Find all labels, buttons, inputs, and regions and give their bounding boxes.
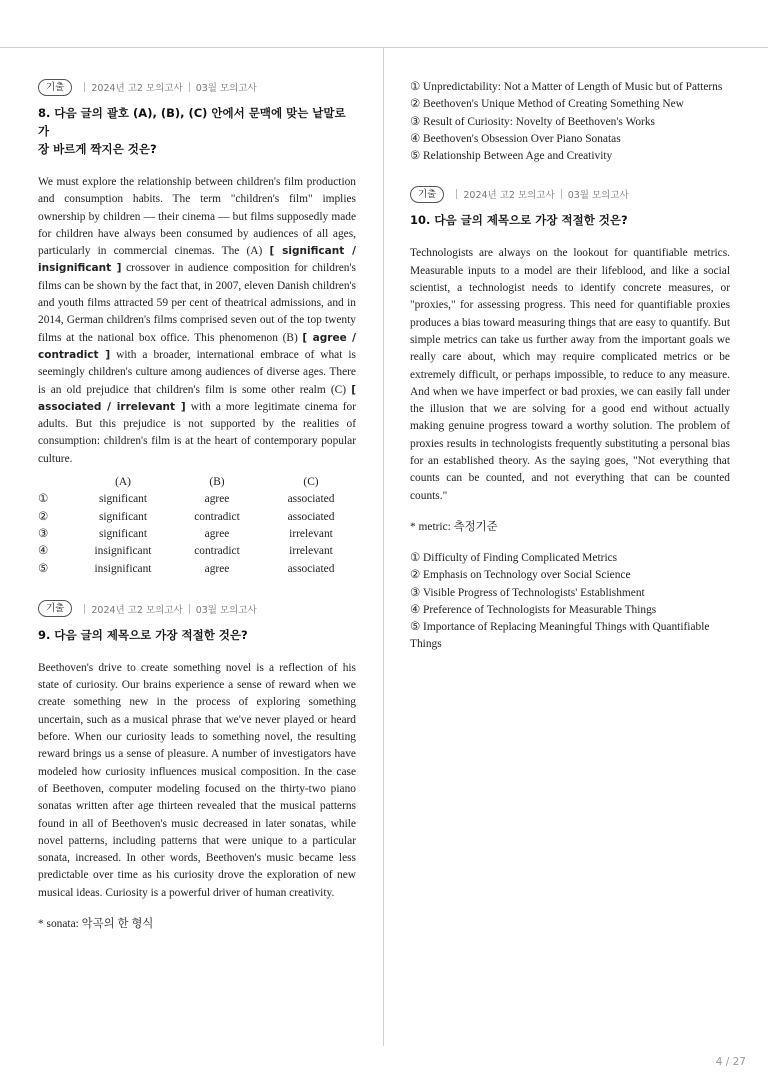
q10-choice-5[interactable]: ⑤ Importance of Replacing Meaningful Things with Quantifiable Things: [410, 621, 710, 651]
q10-choice-3[interactable]: ③ Visible Progress of Technologists' Establishment: [410, 586, 645, 599]
page-number: 4 / 27: [715, 1056, 746, 1068]
q10-passage: Technologists are always on the lookout for quantifiable metrics. Measurable inputs to a model are their lifeblood, and like a social scientist, a technologist needs to identify concrete measures, or "proxies," for assessing progress. This need for quantifiable proxies produces a bias toward measuring things that are easy to quantify. But simple metrics can take us further away from the important goals we really care about, which may require complicated metrics or be extremely difficult, or perhaps impossible, to reduce to any measure. And when we have imperfect or bad proxies, we can easily fall under the illusion that we are solving for a good end without actually making genuine progress toward a worthy solution. The problem of proxies results in technologists frequently substituting a personal bias for an established theory. As the saying goes, "Not everything that counts can be counted, and not everything that can be counted counts.": [410, 247, 730, 502]
q10-choice-4[interactable]: ④ Preference of Technologists for Measurable Things: [410, 603, 657, 616]
option-number: ⑤: [38, 562, 49, 575]
q9-past-exam-badge: 기출: [38, 600, 72, 617]
left-column: [38, 78, 356, 933]
option-number: ②: [38, 510, 49, 523]
separator: [189, 604, 190, 614]
option-number: ④: [38, 545, 49, 558]
option-c: irrelevant: [289, 527, 333, 540]
q9-choice-2[interactable]: ② Beethoven's Unique Method of Creating Something New: [410, 98, 684, 111]
separator: [456, 189, 457, 199]
header-rule: [0, 47, 768, 48]
q10-footnote: * metric: 측정기준: [410, 520, 498, 533]
q8-answer-table: [38, 474, 356, 578]
separator: [84, 82, 85, 92]
q8-blank-b: [ agree / contradict ]: [38, 331, 356, 361]
option-number: ③: [38, 527, 49, 540]
answer-col-b: (B): [209, 476, 225, 489]
q10-choice-1[interactable]: ① Difficulty of Finding Complicated Metrics: [410, 551, 618, 564]
q8-blank-a: [ significant / insignificant ]: [38, 245, 356, 275]
separator: [561, 189, 562, 199]
q10-choices: [410, 550, 730, 654]
q9-choices: [410, 79, 730, 165]
q8-title: [38, 104, 356, 158]
q8-blank-c: [ associated / irrelevant ]: [38, 383, 356, 413]
option-a: insignificant: [94, 562, 152, 575]
option-a: significant: [98, 510, 148, 523]
q9-choice-5[interactable]: ⑤ Relationship Between Age and Creativity: [410, 150, 613, 163]
q9-choice-3[interactable]: ③ Result of Curiosity: Novelty of Beethoven's Works: [410, 115, 655, 128]
answer-table-header: [38, 474, 356, 491]
option-b: contradict: [194, 510, 240, 523]
option-c: irrelevant: [289, 545, 333, 558]
option-a: insignificant: [94, 545, 152, 558]
q10-source-month: 03월 모의고사: [567, 190, 629, 202]
q10-past-exam-badge: 기출: [410, 186, 444, 203]
answer-col-c: (C): [303, 476, 319, 489]
q9-title: 9. 다음 글의 제목으로 가장 적절한 것은?: [38, 627, 248, 642]
option-b: agree: [204, 562, 230, 575]
option-b: agree: [204, 527, 230, 540]
option-c: associated: [287, 493, 335, 506]
q8-passage-part3: with a broader, international embrace of what is seemingly children's culture among audiences of diverse ages. There is an old prejudice that children's film is some other realm (C): [38, 348, 356, 396]
answer-option-row[interactable]: [38, 491, 356, 508]
answer-option-row[interactable]: [38, 509, 356, 526]
q8-passage: [38, 174, 356, 468]
q8-passage-part2: crossover in audience composition for children's films can be shown by the fact that, in 2007, eleven Danish children's and youth films attracted 59 per cent of theatrical admissions, and in 2014, German children's films comprised seven out of the top twenty films at the national box office. This phenomenon (B): [38, 262, 356, 344]
q9-passage: Beethoven's drive to create something novel is a reflection of his state of curiosity. Our brains experience a sense of reward when we create something new in the process of exploring something uncertain, such as a musical phrase that we've never played or heard before. When our curiosity leads to something novel, the resulting reward brings us a sense of pleasure. A number of investigators have modeled how curiosity influences musical composition. In the case of Beethoven, computer modeling focused on the thirty-two piano sonatas written after age thirteen revealed that the musical patterns found in all of Beethoven's music decreased in later sonatas, while novel patterns, including patterns that were unique to a particular sonata, increased. In other words, Beethoven's music became less predictable over time as his curiosity drove the exploration of new musical ideas. Curiosity is a powerful driver of human creativity.: [38, 661, 356, 899]
column-divider: [383, 48, 384, 1046]
q8-source-year: 2024년 고2 모의고사: [91, 83, 183, 94]
q8-source-line: [38, 78, 356, 96]
q10-source-line: [410, 185, 730, 203]
q8-source-month: 03월 모의고사: [195, 83, 257, 94]
q10-title: 10. 다음 글의 제목으로 가장 적절한 것은?: [410, 213, 628, 228]
q9-choice-1[interactable]: ① Unpredictability: Not a Matter of Length of Music but of Patterns: [410, 81, 723, 93]
answer-col-a: (A): [115, 476, 131, 489]
q9-source-month: 03월 모의고사: [195, 604, 257, 616]
option-a: significant: [98, 527, 148, 540]
q9-choice-4[interactable]: ④ Beethoven's Obsession Over Piano Sonatas: [410, 132, 621, 145]
option-a: significant: [98, 493, 148, 506]
q10-source-year: 2024년 고2 모의고사: [463, 190, 555, 202]
answer-option-row[interactable]: [38, 561, 356, 578]
answer-option-row[interactable]: [38, 526, 356, 543]
right-column: [410, 79, 730, 654]
option-b: agree: [204, 493, 230, 506]
q8-title-line1: 8. 다음 글의 괄호 (A), (B), (C) 안에서 문맥에 맞는 낱말로 가: [38, 106, 346, 138]
q8-passage-part1: We must explore the relationship between children's film production and consumption habits. The term "children's film" implies ownership by children — their cinema — but films supposedly made for children have always been consumed by audiences of all ages, particularly in commercial cinemas. The (A): [38, 176, 356, 258]
q10-choice-2[interactable]: ② Emphasis on Technology over Social Science: [410, 569, 631, 582]
q9-footnote: * sonata: 악곡의 한 형식: [38, 917, 154, 930]
q8-past-exam-badge: 기출: [38, 79, 72, 96]
separator: [84, 604, 85, 614]
option-c: associated: [287, 562, 335, 575]
separator: [189, 82, 190, 92]
q9-source-year: 2024년 고2 모의고사: [91, 604, 183, 616]
q9-source-line: [38, 600, 356, 618]
answer-col-blank: [38, 474, 78, 491]
q8-passage-part4: with a more legitimate cinema for adults. But this prejudice is not supported by the realities of consumption: children's film is at the heart of contemporary popular culture.: [38, 400, 357, 465]
q8-title-line2: 장 바르게 짝지은 것은?: [38, 142, 157, 156]
option-c: associated: [287, 510, 335, 523]
option-number: ①: [38, 493, 49, 506]
option-b: contradict: [194, 545, 240, 558]
answer-option-row[interactable]: [38, 543, 356, 560]
